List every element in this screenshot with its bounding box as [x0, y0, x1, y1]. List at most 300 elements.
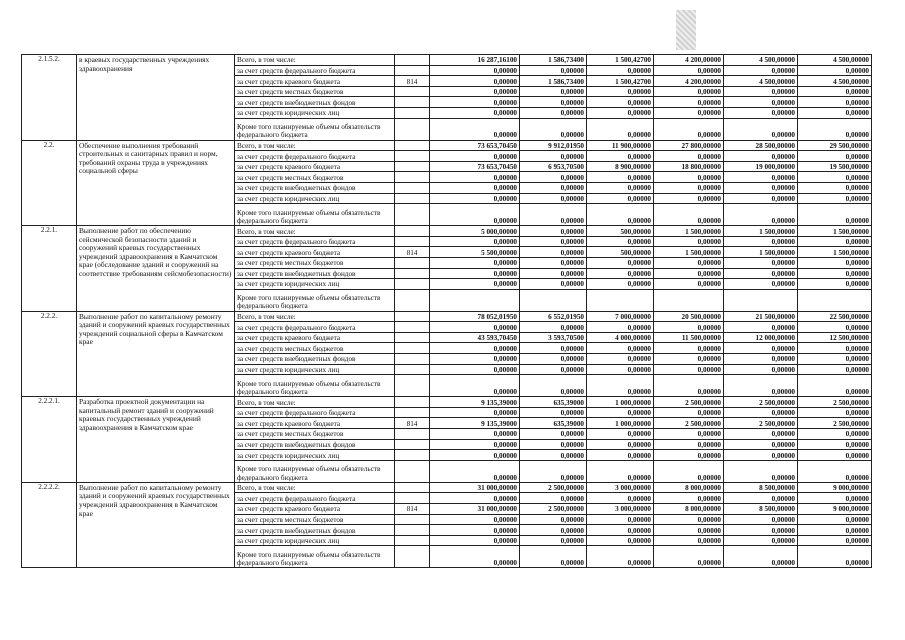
amount-cell: 0,00000 [587, 460, 654, 482]
funding-source-label: за счет средств внебюджетных фондов [235, 182, 395, 193]
funding-source-label: Всего, в том числе: [235, 397, 395, 408]
amount-cell: 0,00000 [587, 151, 654, 162]
grbs-code-cell [395, 525, 430, 536]
amount-cell: 0,00000 [798, 107, 872, 118]
funding-source-label: Кроме того планируемые объемы обязательств федерального бюджета [235, 546, 395, 568]
grbs-code-cell [395, 364, 430, 375]
amount-cell: 28 500,00000 [724, 140, 798, 151]
amount-cell: 0,00000 [587, 268, 654, 279]
amount-cell [724, 289, 798, 311]
amount-cell: 0,00000 [587, 107, 654, 118]
amount-cell: 1 586,73400 [520, 76, 587, 87]
grbs-code-cell [395, 86, 430, 97]
amount-cell: 0,00000 [520, 279, 587, 290]
funding-source-label: Всего, в том числе: [235, 311, 395, 322]
table-row [22, 140, 872, 151]
funding-source-label: Всего, в том числе: [235, 55, 395, 66]
amount-cell: 0,00000 [520, 107, 587, 118]
funding-source-label: за счет средств краевого бюджета [235, 161, 395, 172]
amount-cell: 0,00000 [430, 86, 520, 97]
amount-cell: 0,00000 [798, 429, 872, 440]
amount-cell: 0,00000 [587, 450, 654, 461]
amount-cell: 0,00000 [520, 525, 587, 536]
amount-cell: 0,00000 [724, 204, 798, 226]
section-name: Выполнение работ по капитальному ремонту зданий и сооружений краевых государственных учреждений социальной сферы в Камчатском крае [77, 311, 235, 397]
amount-cell: 8 000,00000 [654, 482, 724, 493]
amount-cell: 0,00000 [587, 118, 654, 140]
funding-source-label: за счет средств краевого бюджета [235, 247, 395, 258]
amount-cell: 0,00000 [654, 257, 724, 268]
amount-cell: 1 500,00000 [724, 226, 798, 237]
amount-cell: 0,00000 [520, 204, 587, 226]
funding-source-label: Кроме того планируемые объемы обязательств федерального бюджета [235, 204, 395, 226]
amount-cell: 0,00000 [654, 460, 724, 482]
funding-source-label: за счет средств юридических лиц [235, 450, 395, 461]
funding-source-label: за счет средств федерального бюджета [235, 407, 395, 418]
amount-cell: 0,00000 [430, 118, 520, 140]
grbs-code-cell [395, 546, 430, 568]
section-name: Выполнение работ по капитальному ремонту зданий и сооружений краевых государственных учреждений здравоохранения в Камчатском крае [77, 482, 235, 568]
amount-cell: 29 500,00000 [798, 140, 872, 151]
funding-source-label: за счет средств краевого бюджета [235, 418, 395, 429]
amount-cell: 0,00000 [430, 279, 520, 290]
grbs-code-cell [395, 204, 430, 226]
amount-cell: 0,00000 [724, 151, 798, 162]
table-row [22, 311, 872, 322]
amount-cell: 0,00000 [520, 97, 587, 108]
amount-cell: 1 586,73400 [520, 55, 587, 66]
amount-cell: 0,00000 [654, 322, 724, 333]
amount-cell: 2 500,00000 [520, 504, 587, 515]
amount-cell: 4 500,00000 [724, 76, 798, 87]
amount-cell: 0,00000 [520, 118, 587, 140]
amount-cell: 0,00000 [724, 407, 798, 418]
table-row [22, 482, 872, 493]
amount-cell: 19 500,00000 [798, 161, 872, 172]
amount-cell: 0,00000 [654, 268, 724, 279]
amount-cell: 1 000,00000 [587, 397, 654, 408]
amount-cell: 0,00000 [587, 439, 654, 450]
amount-cell: 500,00000 [587, 226, 654, 237]
amount-cell: 73 653,70450 [430, 140, 520, 151]
amount-cell: 0,00000 [724, 86, 798, 97]
amount-cell: 0,00000 [587, 279, 654, 290]
funding-source-label: за счет средств местных бюджетов [235, 257, 395, 268]
amount-cell: 0,00000 [724, 429, 798, 440]
amount-cell: 0,00000 [654, 151, 724, 162]
funding-source-label: за счет средств местных бюджетов [235, 86, 395, 97]
amount-cell: 3 593,70500 [520, 332, 587, 343]
amount-cell: 0,00000 [587, 514, 654, 525]
funding-source-label: за счет средств внебюджетных фондов [235, 439, 395, 450]
amount-cell: 0,00000 [430, 204, 520, 226]
amount-cell: 0,00000 [430, 182, 520, 193]
amount-cell: 0,00000 [654, 97, 724, 108]
grbs-code-cell: 814 [395, 76, 430, 87]
amount-cell: 0,00000 [798, 535, 872, 546]
amount-cell: 0,00000 [520, 182, 587, 193]
grbs-code-cell [395, 482, 430, 493]
amount-cell: 0,00000 [520, 268, 587, 279]
amount-cell: 16 287,16100 [430, 55, 520, 66]
amount-cell: 0,00000 [520, 514, 587, 525]
amount-cell: 0,00000 [724, 343, 798, 354]
amount-cell: 4 000,00000 [587, 332, 654, 343]
amount-cell: 0,00000 [654, 107, 724, 118]
amount-cell: 0,00000 [724, 118, 798, 140]
amount-cell: 0,00000 [587, 354, 654, 365]
grbs-code-cell [395, 97, 430, 108]
amount-cell: 3 000,00000 [587, 482, 654, 493]
amount-cell: 0,00000 [430, 407, 520, 418]
grbs-code-cell [395, 118, 430, 140]
amount-cell: 0,00000 [587, 375, 654, 397]
amount-cell: 9 000,00000 [798, 504, 872, 515]
table-row [22, 397, 872, 408]
amount-cell: 0,00000 [798, 343, 872, 354]
amount-cell: 0,00000 [520, 429, 587, 440]
table-row [22, 226, 872, 237]
amount-cell: 0,00000 [798, 172, 872, 183]
amount-cell: 0,00000 [724, 65, 798, 76]
grbs-code-cell [395, 289, 430, 311]
section-name: Выполнение работ по обеспечению сейсмической безопасности зданий и сооружений краевых государственных учреждений здравоохранения в Камчатском крае (обследование зданий и сооружений на соответствие требованиям сейсмобезопасности) [77, 226, 235, 312]
section-code: 2.2.1. [22, 226, 77, 312]
amount-cell: 0,00000 [798, 375, 872, 397]
amount-cell: 22 500,00000 [798, 311, 872, 322]
amount-cell: 0,00000 [430, 460, 520, 482]
budget-table-body [22, 55, 872, 568]
amount-cell: 0,00000 [654, 429, 724, 440]
amount-cell: 8 500,00000 [724, 504, 798, 515]
amount-cell: 0,00000 [430, 65, 520, 76]
amount-cell: 0,00000 [430, 107, 520, 118]
amount-cell: 0,00000 [520, 257, 587, 268]
grbs-code-cell [395, 375, 430, 397]
amount-cell: 0,00000 [724, 439, 798, 450]
amount-cell: 78 052,01950 [430, 311, 520, 322]
amount-cell: 0,00000 [587, 322, 654, 333]
amount-cell: 0,00000 [430, 257, 520, 268]
amount-cell: 0,00000 [587, 172, 654, 183]
amount-cell: 27 800,00000 [654, 140, 724, 151]
budget-table [21, 54, 872, 568]
funding-source-label: за счет средств внебюджетных фондов [235, 268, 395, 279]
funding-source-label: за счет средств местных бюджетов [235, 172, 395, 183]
amount-cell: 0,00000 [798, 182, 872, 193]
grbs-code-cell [395, 172, 430, 183]
amount-cell: 0,00000 [724, 354, 798, 365]
amount-cell: 0,00000 [654, 118, 724, 140]
amount-cell: 0,00000 [520, 193, 587, 204]
amount-cell: 0,00000 [587, 546, 654, 568]
amount-cell: 0,00000 [724, 525, 798, 536]
amount-cell: 31 000,00000 [430, 504, 520, 515]
funding-source-label: за счет средств внебюджетных фондов [235, 525, 395, 536]
scan-stamp-mark [676, 10, 696, 50]
amount-cell: 0,00000 [724, 279, 798, 290]
amount-cell: 0,00000 [430, 172, 520, 183]
amount-cell: 0,00000 [520, 407, 587, 418]
amount-cell: 0,00000 [430, 535, 520, 546]
amount-cell: 0,00000 [798, 439, 872, 450]
amount-cell: 0,00000 [587, 364, 654, 375]
grbs-code-cell [395, 407, 430, 418]
section-code: 2.1.5.2. [22, 55, 77, 141]
amount-cell: 2 500,00000 [654, 397, 724, 408]
amount-cell: 0,00000 [587, 535, 654, 546]
amount-cell: 0,00000 [520, 172, 587, 183]
amount-cell: 0,00000 [724, 460, 798, 482]
amount-cell: 0,00000 [520, 439, 587, 450]
grbs-code-cell [395, 257, 430, 268]
amount-cell: 635,39000 [520, 418, 587, 429]
amount-cell: 0,00000 [430, 429, 520, 440]
amount-cell: 0,00000 [654, 86, 724, 97]
funding-source-label: Кроме того планируемые объемы обязательств федерального бюджета [235, 460, 395, 482]
amount-cell: 0,00000 [798, 322, 872, 333]
amount-cell: 0,00000 [520, 354, 587, 365]
amount-cell: 0,00000 [654, 546, 724, 568]
amount-cell: 0,00000 [587, 86, 654, 97]
amount-cell: 8 500,00000 [724, 482, 798, 493]
amount-cell: 9 135,39000 [430, 397, 520, 408]
amount-cell: 0,00000 [654, 172, 724, 183]
amount-cell: 8 000,00000 [654, 504, 724, 515]
amount-cell: 6 953,70500 [520, 161, 587, 172]
amount-cell: 0,00000 [798, 86, 872, 97]
grbs-code-cell [395, 343, 430, 354]
amount-cell: 0,00000 [430, 375, 520, 397]
grbs-code-cell [395, 311, 430, 322]
amount-cell: 0,00000 [654, 535, 724, 546]
funding-source-label: за счет средств местных бюджетов [235, 514, 395, 525]
amount-cell: 11 500,00000 [654, 332, 724, 343]
grbs-code-cell [395, 322, 430, 333]
amount-cell: 0,00000 [724, 182, 798, 193]
amount-cell: 0,00000 [520, 343, 587, 354]
grbs-code-cell [395, 460, 430, 482]
amount-cell: 0,00000 [654, 514, 724, 525]
amount-cell: 0,00000 [430, 354, 520, 365]
amount-cell: 0,00000 [520, 375, 587, 397]
amount-cell: 0,00000 [587, 182, 654, 193]
amount-cell: 0,00000 [520, 493, 587, 504]
funding-source-label: Кроме того планируемые объемы обязательств федерального бюджета [235, 118, 395, 140]
amount-cell: 0,00000 [430, 268, 520, 279]
grbs-code-cell [395, 397, 430, 408]
grbs-code-cell [395, 193, 430, 204]
amount-cell: 0,00000 [587, 204, 654, 226]
grbs-code-cell [395, 493, 430, 504]
section-name: Разработка проектной документации на капитальный ремонт зданий и сооружений краевых государственных учреждений здравоохранения в Камчатском крае [77, 397, 235, 483]
amount-cell: 0,00000 [654, 182, 724, 193]
amount-cell: 2 500,00000 [724, 418, 798, 429]
amount-cell: 0,00000 [724, 193, 798, 204]
amount-cell: 0,00000 [430, 97, 520, 108]
amount-cell: 0,00000 [724, 493, 798, 504]
amount-cell: 0,00000 [654, 279, 724, 290]
amount-cell: 0,00000 [430, 322, 520, 333]
amount-cell: 0,00000 [587, 193, 654, 204]
grbs-code-cell: 814 [395, 418, 430, 429]
amount-cell: 0,00000 [798, 450, 872, 461]
amount-cell: 0,00000 [798, 546, 872, 568]
funding-source-label: Кроме того планируемые объемы обязательств федерального бюджета [235, 375, 395, 397]
grbs-code-cell [395, 514, 430, 525]
amount-cell: 0,00000 [587, 97, 654, 108]
funding-source-label: Всего, в том числе: [235, 226, 395, 237]
amount-cell: 0,00000 [798, 204, 872, 226]
amount-cell: 0,00000 [798, 279, 872, 290]
grbs-code-cell: 814 [395, 504, 430, 515]
funding-source-label: Всего, в том числе: [235, 140, 395, 151]
funding-source-label: за счет средств юридических лиц [235, 364, 395, 375]
amount-cell: 0,00000 [430, 364, 520, 375]
amount-cell [430, 289, 520, 311]
amount-cell: 0,00000 [520, 151, 587, 162]
amount-cell: 0,00000 [587, 257, 654, 268]
section-code: 2.2.2. [22, 311, 77, 397]
amount-cell: 0,00000 [430, 493, 520, 504]
grbs-code-cell [395, 279, 430, 290]
amount-cell: 0,00000 [520, 450, 587, 461]
amount-cell: 0,00000 [587, 343, 654, 354]
amount-cell: 1 500,42700 [587, 55, 654, 66]
amount-cell: 0,00000 [430, 450, 520, 461]
amount-cell [587, 289, 654, 311]
amount-cell [654, 289, 724, 311]
amount-cell: 11 900,00000 [587, 140, 654, 151]
amount-cell: 0,00000 [520, 364, 587, 375]
amount-cell: 0,00000 [724, 236, 798, 247]
amount-cell: 500,00000 [587, 247, 654, 258]
amount-cell: 0,00000 [798, 118, 872, 140]
amount-cell: 0,00000 [654, 364, 724, 375]
amount-cell: 9 000,00000 [798, 482, 872, 493]
amount-cell: 0,00000 [798, 407, 872, 418]
amount-cell: 4 500,00000 [798, 55, 872, 66]
amount-cell: 0,00000 [798, 354, 872, 365]
amount-cell: 0,00000 [798, 514, 872, 525]
amount-cell: 0,00000 [798, 364, 872, 375]
amount-cell: 0,00000 [520, 322, 587, 333]
amount-cell: 3 000,00000 [587, 504, 654, 515]
grbs-code-cell [395, 236, 430, 247]
grbs-code-cell [395, 268, 430, 279]
amount-cell: 0,00000 [430, 546, 520, 568]
amount-cell: 0,00000 [654, 354, 724, 365]
amount-cell: 0,00000 [654, 407, 724, 418]
amount-cell: 0,00000 [654, 375, 724, 397]
amount-cell: 0,00000 [724, 257, 798, 268]
amount-cell: 0,00000 [430, 236, 520, 247]
amount-cell: 0,00000 [520, 236, 587, 247]
amount-cell: 0,00000 [430, 439, 520, 450]
section-code: 2.2.2.2. [22, 482, 77, 568]
table-row [22, 55, 872, 66]
grbs-code-cell [395, 535, 430, 546]
amount-cell: 0,00000 [798, 525, 872, 536]
amount-cell: 9 135,39000 [430, 418, 520, 429]
amount-cell [520, 289, 587, 311]
amount-cell [798, 289, 872, 311]
section-name: в краевых государственных учреждениях здравоохранения [77, 55, 235, 141]
amount-cell: 0,00000 [724, 268, 798, 279]
funding-source-label: за счет средств краевого бюджета [235, 76, 395, 87]
amount-cell: 635,39000 [520, 397, 587, 408]
grbs-code-cell [395, 65, 430, 76]
amount-cell: 4 200,00000 [654, 55, 724, 66]
amount-cell: 7 000,00000 [587, 311, 654, 322]
amount-cell: 0,00000 [520, 226, 587, 237]
funding-source-label: Всего, в том числе: [235, 482, 395, 493]
amount-cell: 1 000,00000 [587, 418, 654, 429]
amount-cell: 0,00000 [520, 535, 587, 546]
funding-source-label: за счет средств местных бюджетов [235, 429, 395, 440]
amount-cell: 0,00000 [587, 65, 654, 76]
funding-source-label: за счет средств местных бюджетов [235, 343, 395, 354]
amount-cell: 1 500,00000 [798, 247, 872, 258]
funding-source-label: Кроме того планируемые объемы обязательств федерального бюджета [235, 289, 395, 311]
amount-cell: 0,00000 [724, 172, 798, 183]
amount-cell: 6 552,01950 [520, 311, 587, 322]
amount-cell: 0,00000 [654, 193, 724, 204]
amount-cell: 0,00000 [798, 493, 872, 504]
amount-cell: 0,00000 [724, 97, 798, 108]
amount-cell: 0,00000 [520, 546, 587, 568]
funding-source-label: за счет средств внебюджетных фондов [235, 97, 395, 108]
amount-cell: 12 500,00000 [798, 332, 872, 343]
funding-source-label: за счет средств внебюджетных фондов [235, 354, 395, 365]
funding-source-label: за счет средств краевого бюджета [235, 332, 395, 343]
amount-cell: 0,00000 [430, 151, 520, 162]
amount-cell: 0,00000 [798, 193, 872, 204]
grbs-code-cell [395, 226, 430, 237]
amount-cell: 0,00000 [724, 375, 798, 397]
section-code: 2.2. [22, 140, 77, 226]
amount-cell: 2 500,00000 [520, 482, 587, 493]
amount-cell: 0,00000 [724, 364, 798, 375]
funding-source-label: за счет средств федерального бюджета [235, 151, 395, 162]
amount-cell: 0,00000 [724, 514, 798, 525]
amount-cell: 8 900,00000 [587, 161, 654, 172]
amount-cell: 0,00000 [587, 236, 654, 247]
amount-cell: 0,00000 [798, 460, 872, 482]
amount-cell: 0,00000 [798, 257, 872, 268]
grbs-code-cell [395, 429, 430, 440]
amount-cell: 73 653,70450 [430, 161, 520, 172]
amount-cell: 0,00000 [587, 429, 654, 440]
grbs-code-cell [395, 107, 430, 118]
amount-cell: 0,00000 [724, 107, 798, 118]
funding-source-label: за счет средств юридических лиц [235, 193, 395, 204]
amount-cell: 0,00000 [798, 236, 872, 247]
grbs-code-cell [395, 140, 430, 151]
section-code: 2.2.2.1. [22, 397, 77, 483]
amount-cell: 0,00000 [724, 450, 798, 461]
amount-cell: 1 500,42700 [587, 76, 654, 87]
amount-cell: 31 000,00000 [430, 482, 520, 493]
amount-cell: 0,00000 [587, 525, 654, 536]
amount-cell: 2 500,00000 [654, 418, 724, 429]
amount-cell: 4 500,00000 [724, 55, 798, 66]
grbs-code-cell [395, 354, 430, 365]
amount-cell: 5 000,00000 [430, 226, 520, 237]
amount-cell: 0,00000 [798, 268, 872, 279]
amount-cell: 0,00000 [587, 493, 654, 504]
grbs-code-cell [395, 332, 430, 343]
